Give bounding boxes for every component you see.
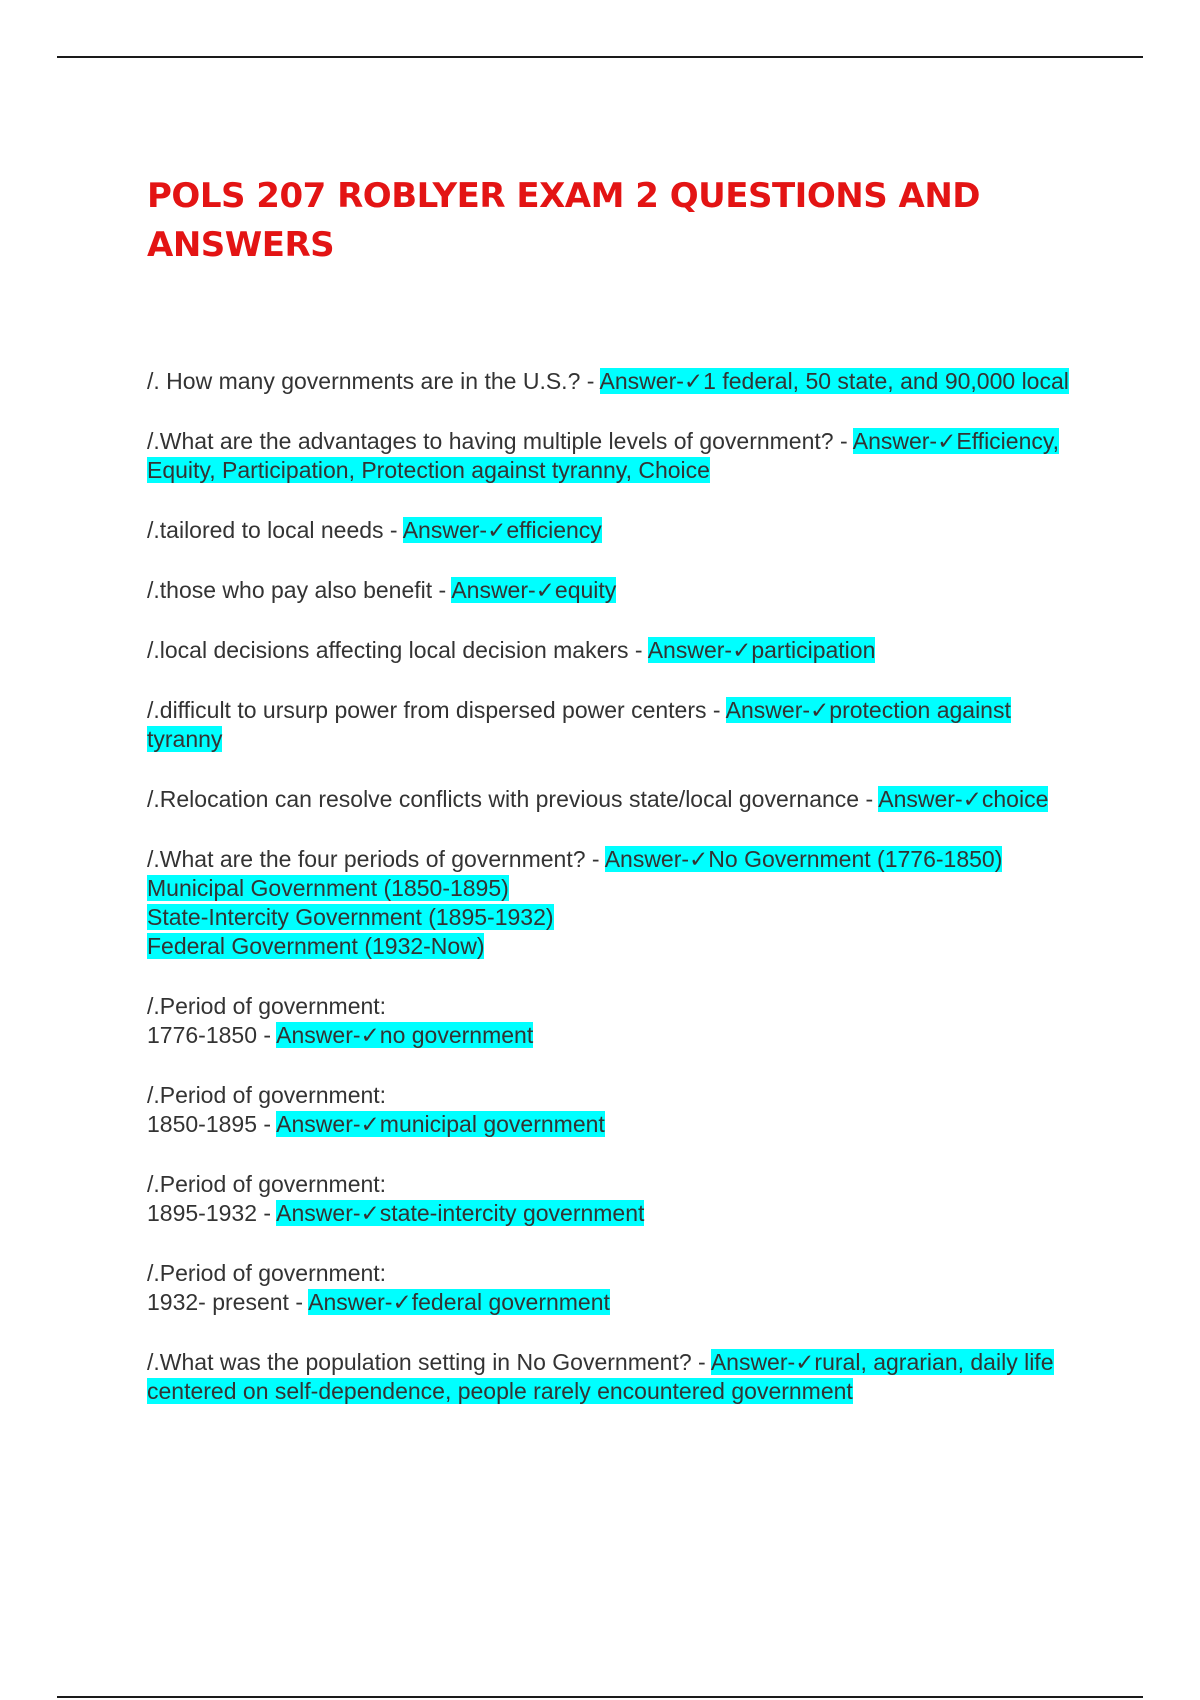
qa-item	[147, 1170, 1077, 1228]
question-text: /.Period of government: 1850-1895 -	[147, 1082, 387, 1137]
answer-highlight: Answer-✓choice	[878, 786, 1049, 812]
question-text: /.Relocation can resolve conflicts with previous state/local governance -	[147, 786, 879, 812]
answer-highlight: Answer-✓participation	[647, 637, 876, 663]
answer-highlight: Answer-✓rural, agrarian, daily life centered on self-dependence, people rarely encountered government	[147, 1349, 1054, 1404]
qa-item	[147, 636, 1077, 665]
question-text: /.Period of government: 1895-1932 -	[147, 1171, 387, 1226]
answer-highlight: Answer-✓equity	[451, 577, 617, 603]
question-text: /.local decisions affecting local decision makers -	[147, 637, 648, 663]
qa-list	[147, 367, 1077, 1437]
document-page	[147, 172, 1077, 270]
header-rule	[57, 56, 1143, 58]
qa-item	[147, 785, 1077, 814]
answer-highlight: Answer-✓state-intercity government	[276, 1200, 645, 1226]
qa-item	[147, 1348, 1077, 1406]
answer-highlight: Answer-✓no government	[276, 1022, 534, 1048]
qa-item	[147, 427, 1077, 485]
answer-highlight: Answer-✓municipal government	[276, 1111, 605, 1137]
question-text: /.What was the population setting in No Government? -	[147, 1349, 711, 1375]
question-text: /. How many governments are in the U.S.? -	[147, 368, 600, 394]
question-text: /.Period of government: 1776-1850 -	[147, 993, 387, 1048]
question-text: /.those who pay also benefit -	[147, 577, 452, 603]
qa-item	[147, 1081, 1077, 1139]
answer-highlight: Answer-✓1 federal, 50 state, and 90,000 local	[599, 368, 1069, 394]
question-text: /.What are the advantages to having multiple levels of government? -	[147, 428, 853, 454]
qa-item	[147, 696, 1077, 754]
question-text: /.tailored to local needs -	[147, 517, 403, 543]
answer-highlight: Answer-✓efficiency	[402, 517, 602, 543]
document-title: POLS 207 ROBLYER EXAM 2 QUESTIONS AND ANSWERS	[147, 176, 981, 265]
qa-item	[147, 992, 1077, 1050]
answer-highlight: Answer-✓protection against tyranny	[147, 697, 1011, 752]
answer-highlight: Answer-✓federal government	[308, 1289, 610, 1315]
qa-item	[147, 1259, 1077, 1317]
answer-highlight: Answer-✓Efficiency, Equity, Participation, Protection against tyranny, Choice	[147, 428, 1060, 483]
question-text: /.Period of government: 1932- present -	[147, 1260, 387, 1315]
question-text: /.difficult to ursurp power from dispersed power centers -	[147, 697, 726, 723]
answer-highlight: Answer-✓No Government (1776-1850) Municipal Government (1850-1895) State-Intercity Government (1895-1932) Federal Government (1932-Now)	[147, 846, 1003, 959]
footer-rule	[57, 1696, 1143, 1698]
qa-item	[147, 576, 1077, 605]
qa-item	[147, 845, 1077, 961]
qa-item	[147, 516, 1077, 545]
question-text: /.What are the four periods of government? -	[147, 846, 605, 872]
qa-item	[147, 367, 1077, 396]
